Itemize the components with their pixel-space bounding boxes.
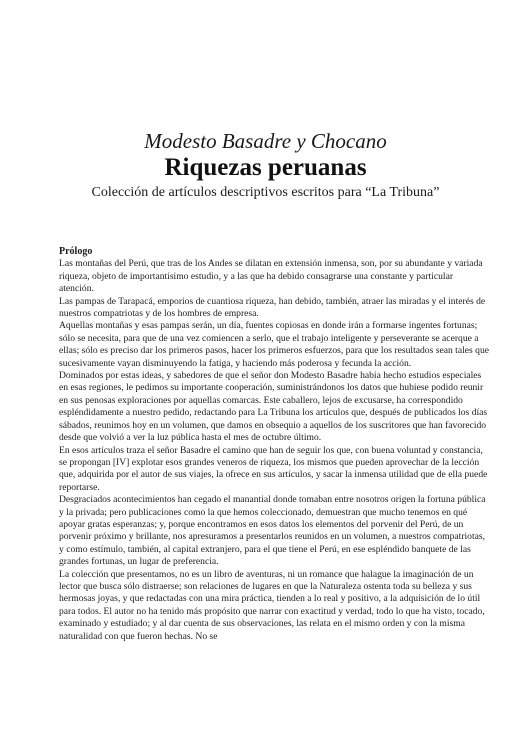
paragraph: La colección que presentamos, no es un libro de aventuras, ni un romance que halague la imaginación de un lector que busca sólo distraerse; son relaciones de lugares en que la Naturaleza ostenta toda su belleza y sus hermosas joyas, y que redactadas con una mira práctica, tienden a lo real y positivo, a la adquisición de lo útil para todos. El autor no ha tenido más propósito que narrar con exactitud y verdad, todo lo que ha visto, tocado, examinado y estudiado; y al dar cuenta de sus observaciones, las relata en el mismo orden y con la misma naturalidad con que fueron hechas. No se (59, 568, 485, 642)
paragraph: Las pampas de Tarapacá, emporios de cuantiosa riqueza, han debido, también, atraer las miradas y el interés de nuestros compatriotas y de los hombres de empresa. (59, 295, 486, 320)
paragraph: Aquellas montañas y esas pampas serán, un día, fuentes copiosas en donde irán a formarse ingentes fortunas; sólo se necesita, para que de una vez comiencen a serlo, que el trabajo inteligente y perseverante se acerque a ellas; sólo es preciso dar los primeros pasos, hacer los primeros esfuerzos, para que los resultados sean tales que sucesivamente vayan disminuyendo la fatiga, y haciendo más poderosa y fecunda la acción. (59, 320, 489, 369)
book-subtitle: Colección de artículos descriptivos escritos para “La Tribuna” (91, 185, 440, 200)
author-name: Modesto Basadre y Chocano (144, 129, 387, 153)
document-header (0, 128, 531, 202)
paragraph: Las montañas del Perú, que tras de los Andes se dilatan en extensión inmensa, son, por su abundante y variada riqueza, objeto de importantísimo estudio, y a las que ha debido consagrarse una constante y particular atención. (59, 258, 483, 295)
paragraph: En esos artículos traza el señor Basadre el camino que han de seguir los que, con buena voluntad y constancia, se propongan [IV] explotar esos grandes veneros de riqueza, los mismos que pueden aprovechar de la lección que, adquirida por el autor de sus viajes, la ofrece en sus artículos, y sacar la inmensa utilidad que de ella puede reportarse. (59, 444, 488, 493)
book-title: Riquezas peruanas (164, 154, 367, 181)
paragraph: Dominados por estas ideas, y sabedores de que el señor don Modesto Basadre había hecho estudios especiales en esas regiones, le pedimos su importante cooperación, suministrándonos los datos que hubiese podido reunir en sus penosas exploraciones por aquellas comarcas. Este caballero, lejos de excusarse, ha correspondido espléndidamente a nuestro pedido, redactando para La Tribuna los artículos que, después de publicados los días sábados, reunimos hoy en un volumen, que damos en obsequio a aquellos de los suscritores que han favorecido desde que volvió a ver la luz pública hasta el mes de octubre último. (59, 370, 488, 444)
document-body (59, 246, 489, 643)
paragraph: Desgraciados acontecimientos han cegado el manantial donde tomaban entre nosotros origen la fortuna pública y la privada; pero publicaciones como la que hemos coleccionado, demuestran que mucho tenemos en qué apoyar gratas esperanzas; y, porque encontramos en esos datos los elementos del porvenir del Perú, de un porvenir próximo y brillante, nos apresuramos a presentarlos reunidos en un volumen, a nuestros compatriotas, y como estímulo, también, al capital extranjero, para el que tiene el Perú, en ese espléndido banquete de las grandes fortunas, un lugar de preferencia. (59, 494, 486, 568)
section-title: Prólogo (59, 246, 93, 257)
